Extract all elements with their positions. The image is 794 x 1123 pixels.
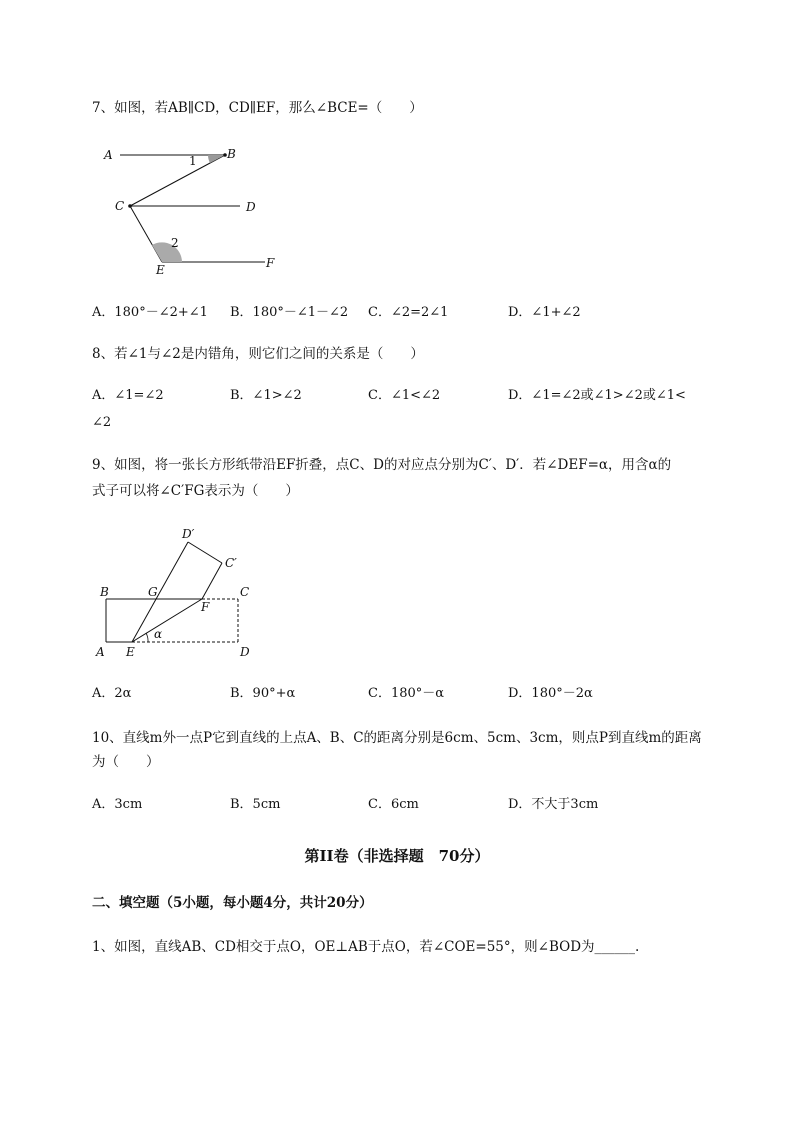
part2-q1-stem: 1、如图，直线AB、CD相交于点O，OE⊥AB于点O，若∠COE=55°，则∠BOD为______. <box>92 939 640 955</box>
q7-label-d: D <box>246 200 256 214</box>
q10-option-c[interactable]: C．6cm <box>368 797 419 812</box>
q9-label-g: G <box>148 585 158 599</box>
q10-stem-line1: 10、直线m外一点P它到直线的上点A、B、C的距离分别是6cm、5cm、3cm，则点P到直线m的距离 <box>92 730 702 746</box>
q9-stem-line2: 式子可以将∠C′FG表示为（ ） <box>92 483 299 499</box>
q9-stem-line1: 9、如图，将一张长方形纸带沿EF折叠，点C、D的对应点分别为C′、D′．若∠DEF=α，用含α的 <box>92 457 672 473</box>
q9-label-d: D <box>240 645 250 659</box>
q7-label-a: A <box>104 148 113 162</box>
q9-label-e: E <box>126 645 135 659</box>
q7-option-c[interactable]: C．∠2=2∠1 <box>368 305 449 320</box>
q7-stem: 7、如图，若AB∥CD，CD∥EF，那么∠BCE=（ ） <box>92 100 423 116</box>
q9-label-a: A <box>96 645 105 659</box>
q8-option-c[interactable]: C．∠1<∠2 <box>368 388 441 403</box>
q9-label-c: C <box>240 585 250 599</box>
q9-label-f: F <box>201 600 210 614</box>
q9-option-b[interactable]: B．90°+α <box>230 686 296 701</box>
part2-section-heading: 二、填空题（5小题，每小题4分，共计20分） <box>92 895 373 911</box>
q9-label-d-prime: D′ <box>182 527 195 541</box>
q7-angle2-label: 2 <box>171 236 179 250</box>
q8-option-b[interactable]: B．∠1>∠2 <box>230 388 302 403</box>
q9-label-c-prime: C′ <box>225 556 237 570</box>
q8-option-d[interactable]: D．∠1=∠2或∠1>∠2或∠1< <box>508 388 686 403</box>
part2-title: 第II卷（非选择题 70分） <box>304 847 490 865</box>
q8-option-d-continued: ∠2 <box>92 415 112 430</box>
q7-label-e: E <box>156 263 165 275</box>
q9-option-a[interactable]: A．2α <box>92 686 132 701</box>
q9-option-c[interactable]: C．180°－α <box>368 686 445 701</box>
q10-option-b[interactable]: B．5cm <box>230 797 281 812</box>
q7-option-d[interactable]: D．∠1+∠2 <box>508 305 581 320</box>
q7-label-b: B <box>227 147 236 161</box>
q8-stem: 8、若∠1与∠2是内错角，则它们之间的关系是（ ） <box>92 346 424 362</box>
q10-option-d[interactable]: D．不大于3cm <box>508 797 599 812</box>
q9-figure <box>92 522 262 662</box>
q7-figure <box>100 140 290 275</box>
q8-option-a[interactable]: A．∠1=∠2 <box>92 388 164 403</box>
q7-label-c: C <box>115 199 125 213</box>
q10-stem-line2: 为（ ） <box>92 754 160 770</box>
q7-angle1-label: 1 <box>189 154 197 168</box>
q7-option-a[interactable]: A．180°－∠2+∠1 <box>92 305 208 320</box>
q9-option-d[interactable]: D．180°－2α <box>508 686 593 701</box>
q7-label-f: F <box>266 256 275 270</box>
q10-option-a[interactable]: A．3cm <box>92 797 143 812</box>
q7-option-b[interactable]: B．180°－∠1－∠2 <box>230 305 349 320</box>
q9-label-b: B <box>100 585 109 599</box>
q9-label-alpha: α <box>154 627 163 641</box>
